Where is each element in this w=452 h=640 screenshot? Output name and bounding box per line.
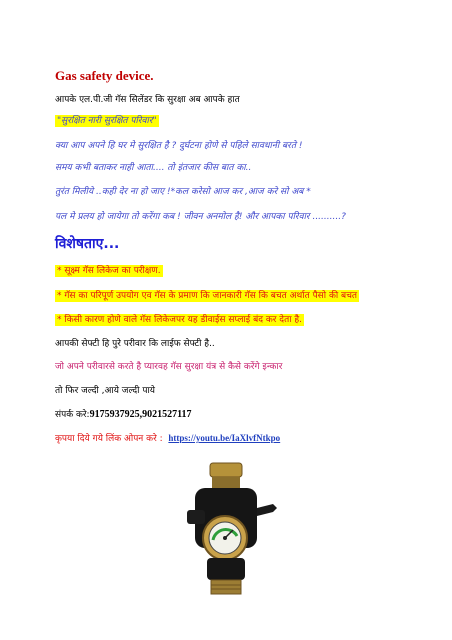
- gas-regulator-device-icon: [165, 458, 285, 608]
- contact-label: संपर्क करे:: [55, 410, 90, 420]
- slogan-text: "सुरक्षित नारी सुरक्षित परिवार": [57, 116, 157, 126]
- feature-item-1: [55, 266, 163, 277]
- link-label: कृपया दिये गये लिंक ओपन करे :: [55, 434, 163, 444]
- question-line-1: क्या आप अपने हि घर मे सुरक्षित है ? दुर्घटना होणे से पहिले सावधानी बरते !: [55, 141, 303, 151]
- question-line-2: समय कभी बताकर नाही आता.... तो इंतजार कीस बात का..: [55, 163, 252, 173]
- feature-text-3: * किसी कारण होणे वाले गॅस लिकेजपर यह डीवाईस सप्लाई बंद कर देता है.: [57, 315, 303, 325]
- feature-text-2: * गॅस का परिपूर्ण उपयोग एव गॅस के प्रमाण कि जानकारी गॅस कि बचत अर्थात पैसो की बचत: [57, 291, 358, 301]
- feature-item-2: [55, 291, 359, 302]
- slogan-line: [55, 116, 159, 127]
- hurry-line: तो फिर जल्दी ,आये जल्दी पाये: [55, 386, 155, 396]
- doc-title: Gas safety device.: [55, 68, 154, 83]
- question-line-3: तुरंत मिलीये ..कही देर ना हो जाए !*कल करेसो आज कर ,आज करे सो अब *: [55, 187, 311, 197]
- contact-numbers: 9175937925,9021527117: [89, 409, 192, 420]
- feature-text-1: * सूक्ष्म गॅस लिकेज का परीक्षण.: [57, 266, 161, 276]
- intro-line: आपके एल.पी.जी गॅस सिलेंडर कि सुरक्षा अब आपके हात: [55, 95, 240, 105]
- link-line: [55, 433, 280, 445]
- youtube-link[interactable]: https://youtu.be/IaXlvfNtkpo: [168, 433, 281, 443]
- question-line-4: पल मे प्रलय हो जायेगा तो करेंगा कब ! जीवन अनमोल है! और आपका परिवार ..........?: [55, 212, 346, 222]
- contact-line: [55, 409, 192, 421]
- feature-item-3: [55, 315, 304, 326]
- love-line: जो अपने परीवारसे करते है प्यारवह गॅस सुरक्षा यंत्र से कैसे करेंगे इन्कार: [55, 362, 283, 372]
- safety-line: आपकी सेफ्टी हि पुरे परीवार कि लाईफ सेफ्टी है..: [55, 339, 215, 349]
- features-heading: विशेषताए...: [55, 236, 120, 252]
